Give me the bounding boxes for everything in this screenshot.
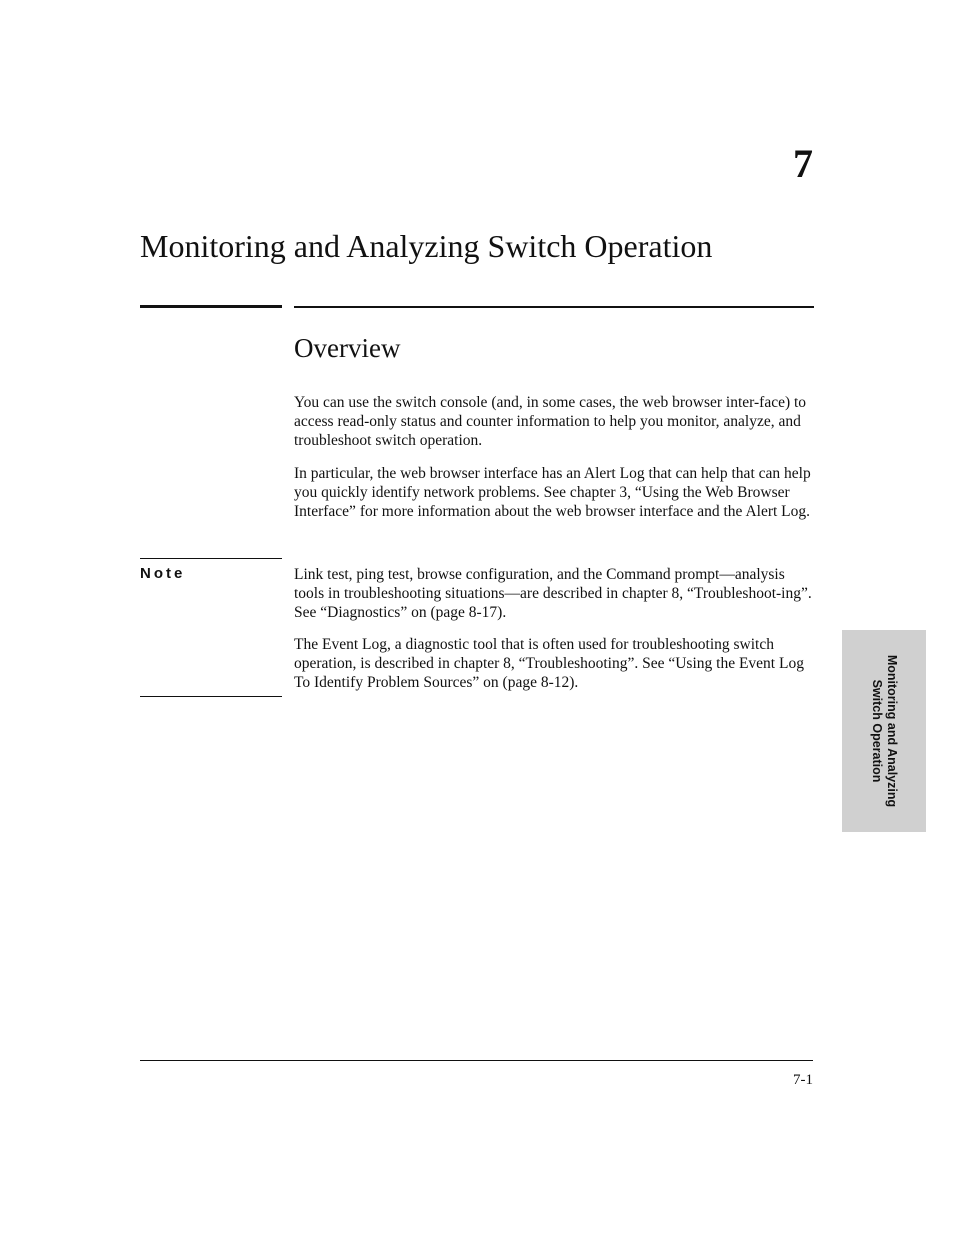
side-tab-line-2: Switch Operation [870,679,884,783]
chapter-title: Monitoring and Analyzing Switch Operation [140,228,713,264]
overview-paragraph-2: In particular, the web browser interface has an Alert Log that can help that can help you quickly identify network problems. See chapter 3, “Using the Web Browser Interface” for more information about the web browser interface and the Alert Log. [294,465,811,520]
chapter-number: 7 [793,141,813,186]
note-label: Note [140,565,186,582]
overview-paragraph-1: You can use the switch console (and, in some cases, the web browser inter-face) to access read-only status and counter information to help you monitor, analyze, and troubleshoot switch operation. [294,394,807,449]
left-margin-rule [140,305,282,308]
page-number: 7-1 [793,1072,813,1088]
note-top-rule [140,558,282,559]
section-rule [294,306,814,308]
note-paragraph-1: Link test, ping test, browse configuration, and the Command prompt—analysis tools in troubleshooting situations—are described in chapter 8, “Troubleshoot-ing”. See “Diagnostics” on (page 8-17). [294,566,812,621]
chapter-side-tab [842,630,926,832]
footer-rule [140,1060,813,1061]
section-heading: Overview [294,333,401,363]
note-paragraph-2: The Event Log, a diagnostic tool that is often used for troubleshooting switch operation, is described in chapter 8, “Troubleshooting”. See “Using the Event Log To Identify Problem Sources” on (page 8-12). [294,636,804,691]
note-bottom-rule [140,696,282,697]
side-tab-label [869,636,899,826]
side-tab-line-1: Monitoring and Analyzing [885,654,899,808]
